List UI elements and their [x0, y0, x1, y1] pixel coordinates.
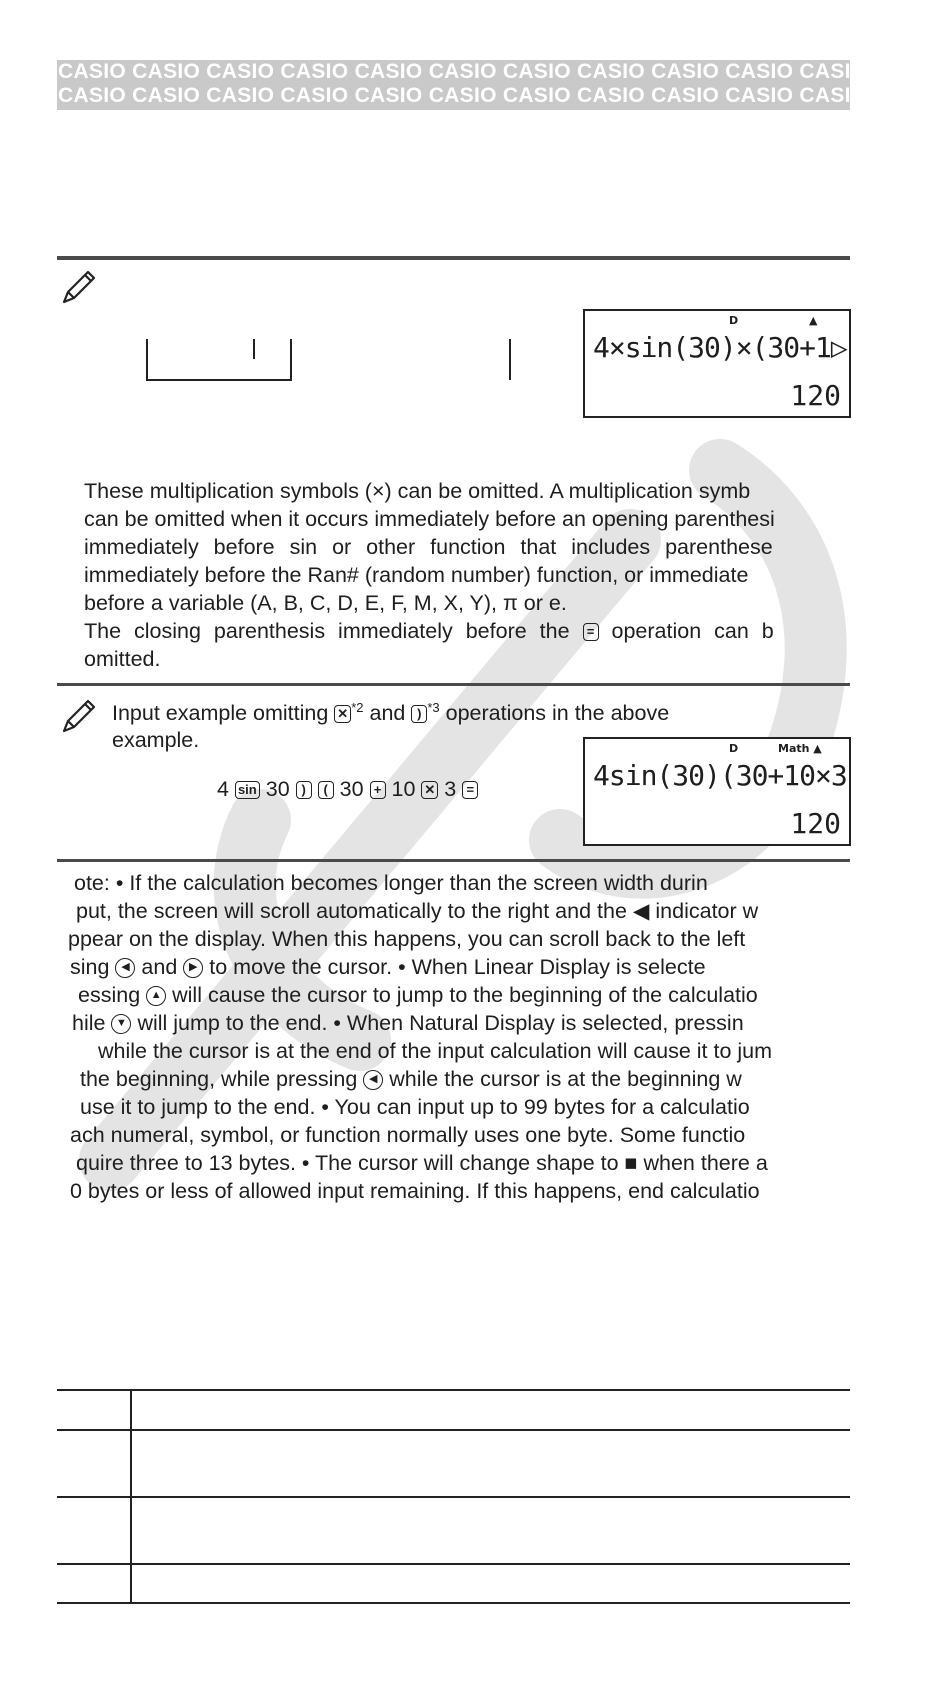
note-block-line-10: ach numeral, symbol, or function normally uses one byte. Some functio — [70, 1123, 746, 1147]
note-block-line-2: put, the screen will scroll automatically to the right and the ◀ indicator w — [76, 899, 759, 923]
open-paren-key-icon: ( — [318, 781, 334, 799]
table-rule — [57, 1429, 850, 1431]
pencil-icon — [60, 268, 98, 306]
table-rule — [57, 1563, 850, 1565]
note-line-7: omitted. — [84, 647, 161, 671]
section-rule — [57, 256, 850, 260]
example-text-a: Input example omitting — [112, 701, 329, 726]
scroll-up-indicator: ▲ — [809, 314, 818, 327]
note-line-1: These multiplication symbols (×) can be omitted. A multiplication symb — [84, 479, 751, 503]
note-block-line-3: ppear on the display. When this happens, you can scroll back to the left — [68, 927, 746, 951]
header-band-row-1: CASIO CASIO CASIO CASIO CASIO CASIO CASIO CASIO CASIO CASIO CASIO CASIO — [58, 60, 942, 83]
note-block-line-12: 0 bytes or less of allowed input remaining. If this happens, end calculatio — [70, 1179, 760, 1203]
note-block-line-5 — [78, 983, 758, 1008]
table-rule — [57, 1496, 850, 1498]
note-text: will cause the cursor to jump to the beginning of the calculatio — [172, 983, 758, 1007]
note-text: to move the cursor. • When Linear Display is selecte — [209, 955, 706, 979]
screen-expression: 4sin(30)(30+10×3 — [593, 759, 847, 792]
seq-digit: 10 — [391, 777, 416, 801]
seq-digit: 30 — [265, 777, 290, 801]
note-block-line-6 — [72, 1011, 744, 1036]
note-block-line-4 — [70, 955, 706, 980]
cursor-up-key-icon: ▲ — [146, 986, 166, 1006]
multiply-key-icon: ✕ — [334, 705, 351, 723]
note-line-5: before a variable (A, B, C, D, E, F, M, X, Y), π or e. — [84, 591, 567, 615]
screen-result: 120 — [790, 379, 841, 412]
cursor-right-key-icon: ▶ — [183, 958, 203, 978]
screen-result: 120 — [790, 807, 841, 840]
note-block-line-9: use it to jump to the end. • You can input up to 99 bytes for a calculatio — [80, 1095, 750, 1119]
footnote-3: *3 — [427, 700, 440, 715]
note-text: essing — [78, 983, 141, 1007]
note-block-line-8 — [80, 1067, 742, 1092]
seq-digit: 30 — [339, 777, 364, 801]
note-line-3: immediately before sin or other function that includes parenthese — [84, 535, 773, 559]
calculator-screen-2 — [583, 737, 851, 846]
seq-digit: 3 — [444, 777, 457, 801]
header-band — [57, 60, 942, 110]
cursor-left-key-icon: ◀ — [115, 958, 135, 978]
note-line-6a: The closing parenthesis immediately before the — [84, 619, 570, 643]
calculator-screen-1 — [583, 309, 851, 418]
table-rule — [57, 1389, 850, 1391]
note-block-line-11: quire three to 13 bytes. • The cursor will change shape to ■ when there a — [76, 1151, 768, 1175]
table-column-divider — [130, 1389, 132, 1604]
footnote-2: *2 — [351, 700, 364, 715]
screen-expression: 4×sin(30)×(30+1▷ — [593, 331, 847, 364]
omission-bracket — [140, 335, 520, 385]
note-block-line-7: while the cursor is at the end of the input calculation will cause it to jum — [98, 1039, 773, 1063]
example-line-1 — [112, 700, 669, 726]
degree-indicator: D — [729, 742, 739, 755]
close-paren-key-icon: ) — [296, 781, 312, 799]
section-rule-3 — [57, 859, 850, 862]
example-text-and: and — [369, 701, 406, 726]
note-line-6 — [84, 619, 774, 644]
note-text: and — [141, 955, 178, 979]
cursor-down-key-icon: ▼ — [111, 1014, 131, 1034]
math-indicator: Math ▲ — [778, 742, 822, 755]
table-rule — [57, 1602, 850, 1604]
example-line-2: example. — [112, 728, 200, 752]
note-text: while the cursor is at the beginning w — [389, 1067, 742, 1091]
equals-key-icon: = — [583, 623, 599, 641]
note-line-2: can be omitted when it occurs immediately before an opening parenthesi — [84, 507, 775, 531]
note-text: hile — [72, 1011, 106, 1035]
note-block-line-1: ote: • If the calculation becomes longer than the screen width durin — [74, 871, 708, 895]
plus-key-icon: + — [370, 781, 386, 799]
cursor-left-key-icon: ◀ — [363, 1070, 383, 1090]
section-rule-2 — [57, 683, 850, 686]
pencil-icon — [60, 697, 98, 735]
seq-digit: 4 — [217, 777, 229, 801]
note-text: will jump to the end. • When Natural Display is selected, pressin — [137, 1011, 744, 1035]
degree-indicator: D — [729, 314, 739, 327]
example-text-b: operations in the above — [445, 701, 670, 726]
close-paren-key-icon: ) — [411, 705, 427, 723]
note-line-4: immediately before the Ran# (random number) function, or immediate — [84, 563, 749, 587]
multiply-key-icon: ✕ — [421, 781, 438, 799]
sin-key-icon: sin — [235, 781, 260, 799]
key-sequence — [217, 777, 478, 802]
header-band-row-2: CASIO CASIO CASIO CASIO CASIO CASIO CASIO CASIO CASIO CASIO CASIO CASIO — [58, 84, 942, 107]
note-line-6b: operation can b — [611, 619, 774, 643]
note-text: sing — [70, 955, 110, 979]
note-text: the beginning, while pressing — [80, 1067, 358, 1091]
equals-key-icon: = — [462, 781, 478, 799]
